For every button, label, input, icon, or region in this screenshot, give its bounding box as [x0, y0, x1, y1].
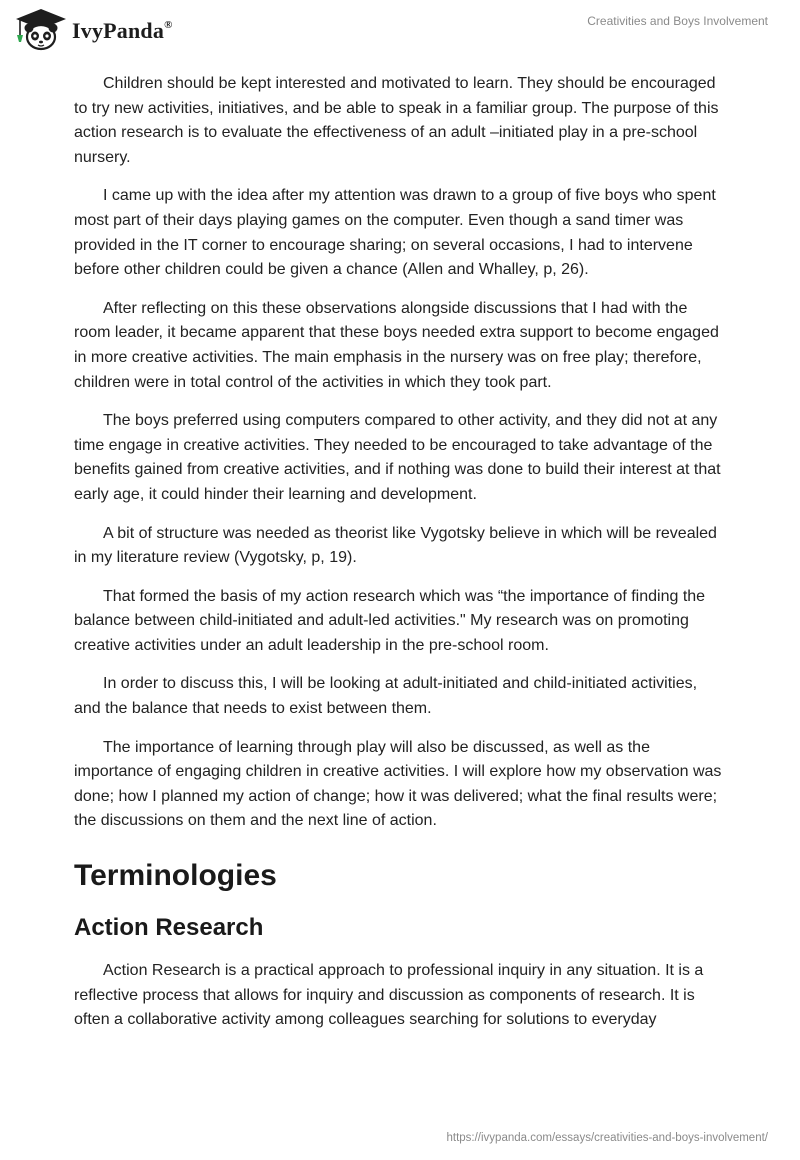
paragraph: After reflecting on this these observations alongside discussions that I had with the room leader, it became apparent that these boys needed extra support to become engaged in more creative activities. The main emphasis in the nursery was on free play; therefore, children were in total control of the activities in which they took part.	[74, 299, 719, 391]
source-url[interactable]: https://ivypanda.com/essays/creativities-and-boys-involvement/	[446, 1132, 768, 1144]
document-title: Creativities and Boys Involvement	[587, 14, 768, 28]
paragraph: The boys preferred using computers compared to other activity, and they did not at any time engage in creative activities. They needed to be encouraged to take advantage of the benefits gained from creative activities, and if nothing was done to build their interest at that early age, it could hinder their learning and development.	[74, 412, 721, 503]
section-heading: Terminologies	[74, 859, 277, 893]
paragraph: That formed the basis of my action research which was “the importance of finding the balance between child-initiated and adult-led activities." My research was on promoting creative activities under an adult leadership in the pre-school room.	[74, 587, 706, 654]
panda-graduate-icon	[14, 7, 68, 51]
paragraph: Children should be kept interested and motivated to learn. They should be encouraged to try new activities, initiatives, and be able to speak in a familiar group. The purpose of this action research is to evaluate the effectiveness of an adult –initiated play in a pre-school nursery.	[74, 75, 719, 166]
paragraph: In order to discuss this, I will be looking at adult-initiated and child-initiated activities, and the balance that needs to exist between them.	[74, 675, 698, 718]
page-header	[0, 0, 800, 70]
subsection-heading: Action Research	[74, 914, 264, 942]
paragraph: Action Research is a practical approach to professional inquiry in any situation. It is a reflective process that allows for inquiry and discussion as components of research. It is often a collaborative activity among colleagues searching for solutions to everyday	[74, 962, 704, 1029]
paragraph: The importance of learning through play will also be discussed, as well as the importance of engaging children in creative activities. I will explore how my observation was done; how I planned my action of change; how it was delivered; what the final results were; the discussions on them and the next line of action.	[74, 738, 722, 830]
paragraph: I came up with the idea after my attention was drawn to a group of five boys who spent most part of their days playing games on the computer. Even though a sand timer was provided in the IT corner to encourage sharing; on several occasions, I had to intervene before other children could be given a chance (Allen and Whalley, p, 26).	[74, 187, 716, 279]
paragraph: A bit of structure was needed as theorist like Vygotsky believe in which will be revealed in my literature review (Vygotsky, p, 19).	[74, 524, 717, 567]
brand-name: IvyPanda®	[72, 18, 173, 43]
brand-logo[interactable]	[14, 7, 173, 51]
essay-body	[74, 72, 726, 1047]
